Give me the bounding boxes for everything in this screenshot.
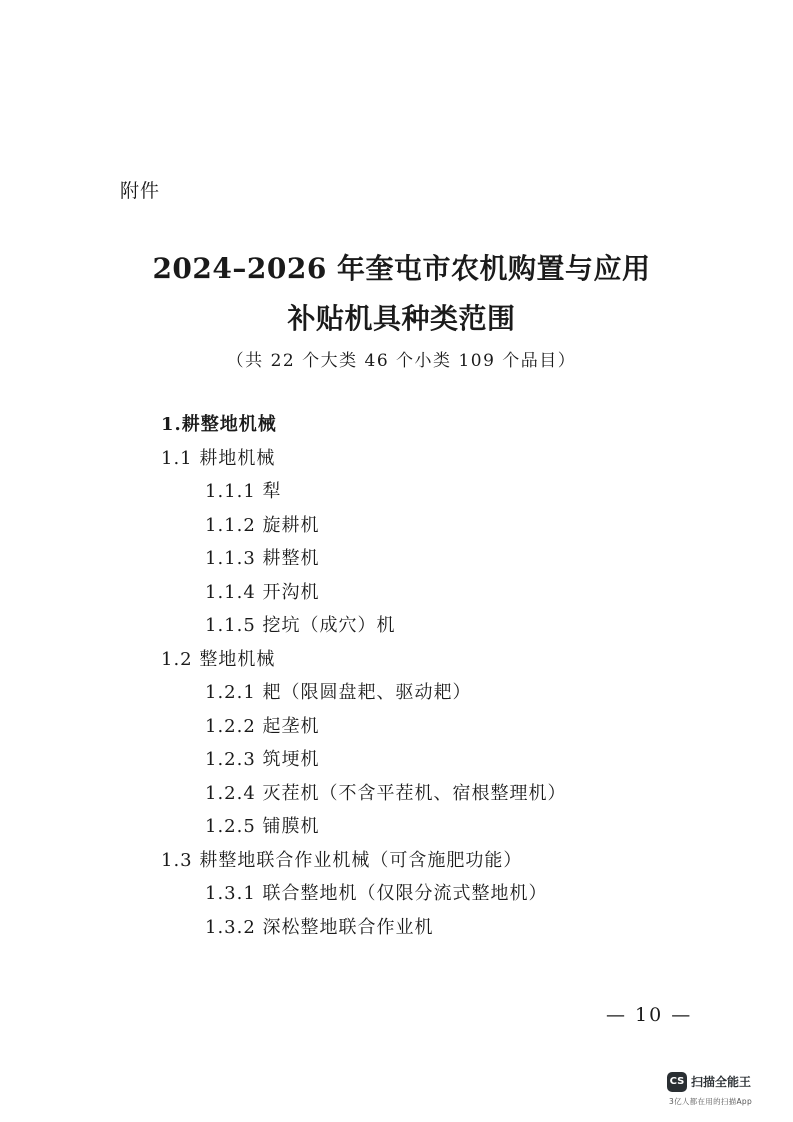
category-item-1-2-2: 1.2.2 起垄机 — [205, 715, 320, 737]
category-item-1-1-4: 1.1.4 开沟机 — [205, 581, 320, 603]
document-title-line-1: 2024–2026 年奎屯市农机购置与应用 — [152, 252, 651, 285]
category-major-1: 1.耕整地机械 — [161, 414, 277, 435]
category-item-1-3-2: 1.3.2 深松整地联合作业机 — [205, 916, 434, 938]
document-subtitle: （共 22 个大类 46 个小类 109 个品目） — [226, 351, 577, 371]
category-item-1-2-1: 1.2.1 耙（限圆盘耙、驱动耙） — [205, 682, 472, 703]
page-number: — 10 — — [606, 1004, 693, 1026]
document-title-block — [0, 244, 793, 376]
attachment-label: 附件 — [120, 180, 161, 202]
scanner-slogan: 3亿人都在用的扫描App — [669, 1097, 753, 1106]
category-item-1-1-5: 1.1.5 挖坑（成穴）机 — [205, 615, 396, 636]
category-minor-1-2: 1.2 整地机械 — [161, 648, 276, 670]
category-item-1-1-2: 1.1.2 旋耕机 — [205, 514, 320, 536]
category-item-1-2-4: 1.2.4 灭茬机（不含平茬机、宿根整理机） — [205, 782, 567, 804]
category-item-1-2-5: 1.2.5 铺膜机 — [205, 816, 320, 837]
scanner-watermark — [667, 1072, 779, 1110]
category-item-1-2-3: 1.2.3 筑埂机 — [205, 749, 320, 770]
category-minor-1-3: 1.3 耕整地联合作业机械（可含施肥功能） — [161, 849, 523, 871]
category-list — [0, 408, 793, 944]
document-title-line-2: 补贴机具种类范围 — [287, 302, 516, 335]
camscanner-logo-icon: CS — [667, 1072, 687, 1092]
category-item-1-1-3: 1.1.3 耕整机 — [205, 548, 320, 569]
scanner-app-name: 扫描全能王 — [691, 1075, 752, 1089]
category-minor-1-1: 1.1 耕地机械 — [161, 447, 276, 469]
category-item-1-3-1: 1.3.1 联合整地机（仅限分流式整地机） — [205, 883, 548, 904]
category-item-1-1-1: 1.1.1 犁 — [205, 481, 282, 502]
